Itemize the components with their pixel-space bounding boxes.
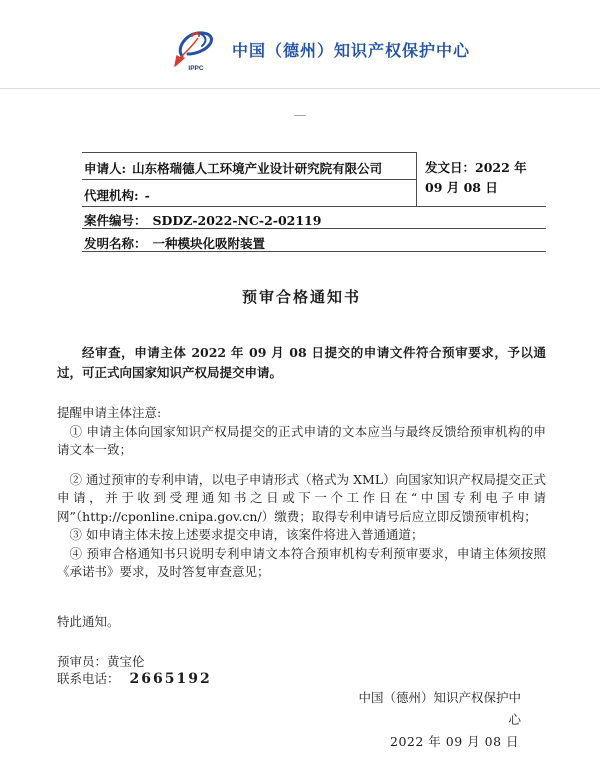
- agency-label: 代理机构:: [84, 188, 139, 203]
- notice-item-4: ④ 预审合格通知书只说明专利申请文本符合预审机构专利预审要求，申请主体须按照《承诺书》要求，及时答复审查意见；: [57, 545, 546, 579]
- signature-org: 中国（德州）知识产权保护中心: [358, 690, 521, 727]
- invention-title-row: [82, 229, 546, 252]
- closing-statement: 特此通知。: [57, 614, 120, 629]
- notice-item-2: ② 通过预审的专利申请，以电子申请形式（格式为 XML）向国家知识产权局提交正式申请，并于收到受理通知书之日或下一个工作日在“中国专利电子申请网”（http://cponline.cnipa.gov.cn/）缴费；取得专利申请号后应立即反馈预审机构；: [57, 471, 546, 524]
- examiner-label: 预审员：: [57, 654, 108, 669]
- case-number-row: [82, 207, 546, 229]
- header: [168, 26, 470, 76]
- notice-item-1: ① 申请主体向国家知识产权局提交的正式申请的文本应当与最终反馈给预审机构的申请文本一致；: [57, 423, 546, 457]
- page-number-dash: —: [293, 108, 307, 123]
- examiner-line: [57, 652, 145, 670]
- issue-date-value: 2022 年 09 月 08 日: [425, 160, 527, 195]
- issue-date-cell: [417, 152, 546, 206]
- ippc-logo-icon: [168, 26, 218, 76]
- header-divider: [0, 88, 600, 89]
- notice-item-3: ③ 如申请主体未按上述要求提交申请，该案件将进入普通通道；: [69, 527, 424, 542]
- review-result-paragraph: 经审查，申请主体 2022 年 09 月 08 日提交的申请文件符合预审要求，予以通过，可正式向国家知识产权局提交申请。: [57, 345, 546, 380]
- case-number-label: 案件编号：: [84, 213, 147, 228]
- agency-value: -: [144, 188, 150, 203]
- signature-date: 2022 年 09 月 08 日: [390, 734, 519, 749]
- logo-text: IPPC: [188, 65, 204, 72]
- phone-line: [57, 669, 212, 687]
- header-org-title: 中国（德州）知识产权保护中心: [232, 43, 471, 60]
- notice-section: [57, 404, 546, 582]
- agency-row: [82, 180, 416, 206]
- phone-label: 联系电话：: [57, 671, 120, 686]
- applicant-row: [82, 153, 416, 180]
- issue-date-label: 发文日：: [425, 160, 476, 175]
- applicant-value: 山东格瑞德人工环境产业设计研究院有限公司: [132, 161, 383, 176]
- document-title: 预审合格通知书: [241, 288, 361, 306]
- case-info-table: [82, 152, 546, 252]
- signature-block: [353, 687, 521, 753]
- phone-number: 2665192: [129, 671, 212, 687]
- invention-title-value: 一种模块化吸附装置: [152, 236, 266, 251]
- applicant-label: 申请人:: [84, 161, 127, 176]
- invention-title-label: 发明名称：: [84, 236, 147, 251]
- examiner-name: 黄宝伦: [107, 654, 145, 669]
- case-number-value: SDDZ-2022-NC-2-02119: [152, 213, 322, 228]
- notice-heading: 提醒申请主体注意:: [57, 405, 162, 420]
